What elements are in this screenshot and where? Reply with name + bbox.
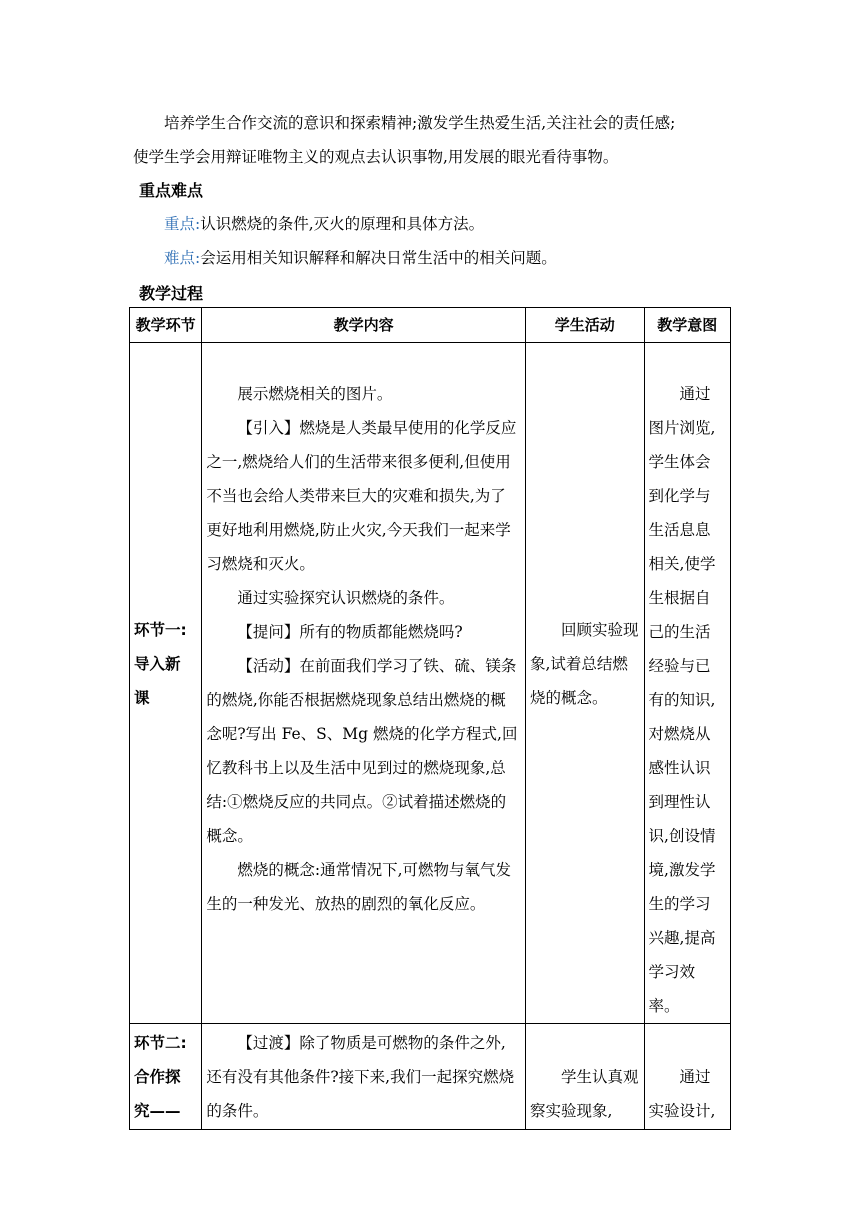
activity-text: 回顾实验现象,试着总结燃烧的概念。: [529, 621, 639, 707]
intent-text: 通过实验设计,: [648, 1068, 716, 1120]
difficult-point-text: 会运用相关知识解释和解决日常生活中的相关问题。: [200, 249, 557, 267]
row1-intent: [644, 343, 730, 1024]
row2-stage: [130, 1024, 202, 1130]
table-header-row: [130, 308, 731, 343]
intro-line-2: 使学生学会用辩证唯物主义的观点去认识事物,用发展的眼光看待事物。: [133, 148, 619, 166]
row2-stage-line: 合作探: [134, 1068, 181, 1086]
row2-stage-line: 环节二:: [134, 1034, 187, 1052]
table-row: [130, 1024, 731, 1130]
row1-activity: [525, 343, 644, 1024]
content-paragraph: 展示燃烧相关的图片。: [237, 385, 393, 403]
row1-stage: [130, 343, 202, 1024]
header-activity: 学生活动: [525, 308, 644, 343]
row2-activity: [525, 1024, 644, 1130]
header-content: 教学内容: [202, 308, 526, 343]
process-heading: 教学过程: [139, 284, 204, 303]
content-paragraph: 【提问】所有的物质都能燃烧吗?: [237, 623, 463, 641]
content-paragraph: 【过渡】除了物质是可燃物的条件之外,还有没有其他条件?接下来,我们一起探究燃烧的条件。: [206, 1034, 515, 1120]
row1-stage-line: 导入新: [134, 655, 181, 673]
intro-paragraph: [133, 106, 743, 174]
row2-intent: [644, 1024, 730, 1130]
intro-line-1: 培养学生合作交流的意识和探索精神;激发学生热爱生活,关注社会的责任感;: [164, 114, 676, 132]
intent-text: 通过图片浏览,学生体会到化学与生活息息相关,使学生根据自己的生活经验与已有的知识,对燃烧从感性认识到理性认识,创设情境,激发学生的学习兴趣,提高学习效率。: [648, 385, 716, 1015]
row2-content: [202, 1024, 526, 1130]
row1-stage-line: 课: [134, 689, 150, 707]
content-paragraph: 【活动】在前面我们学习了铁、硫、镁条的燃烧,你能否根据燃烧现象总结出燃烧的概念呢?写出 Fe、S、Mg 燃烧的化学方程式,回忆教科书上以及生活中见到过的燃烧现象,总结:①燃烧反应的共同点。②试着描述燃烧的概念。: [206, 657, 518, 845]
row1-content: [202, 343, 526, 1024]
difficult-point: [164, 246, 557, 268]
difficult-point-label: 难点:: [164, 249, 201, 267]
content-paragraph: 【引入】燃烧是人类最早使用的化学反应之一,燃烧给人们的生活带来很多便利,但使用不当也会给人类带来巨大的灾难和损失,为了更好地利用燃烧,防止火灾,今天我们一起来学习燃烧和灭火。: [206, 419, 517, 573]
activity-text: 学生认真观察实验现象,: [529, 1068, 639, 1120]
header-stage: 教学环节: [130, 308, 202, 343]
key-point-text: 认识燃烧的条件,灭火的原理和具体方法。: [200, 215, 485, 233]
key-points-heading: 重点难点: [139, 181, 204, 200]
teaching-process-table: [129, 307, 731, 1130]
content-paragraph: 燃烧的概念:通常情况下,可燃物与氧气发生的一种发光、放热的剧烈的氧化反应。: [206, 861, 512, 913]
row2-stage-line: 究——: [134, 1102, 181, 1120]
row1-stage-line: 环节一:: [134, 621, 187, 639]
header-intent: 教学意图: [644, 308, 730, 343]
content-paragraph: 通过实验探究认识燃烧的条件。: [237, 589, 455, 607]
key-point: [164, 212, 484, 234]
key-point-label: 重点:: [164, 215, 201, 233]
table-row: [130, 343, 731, 1024]
